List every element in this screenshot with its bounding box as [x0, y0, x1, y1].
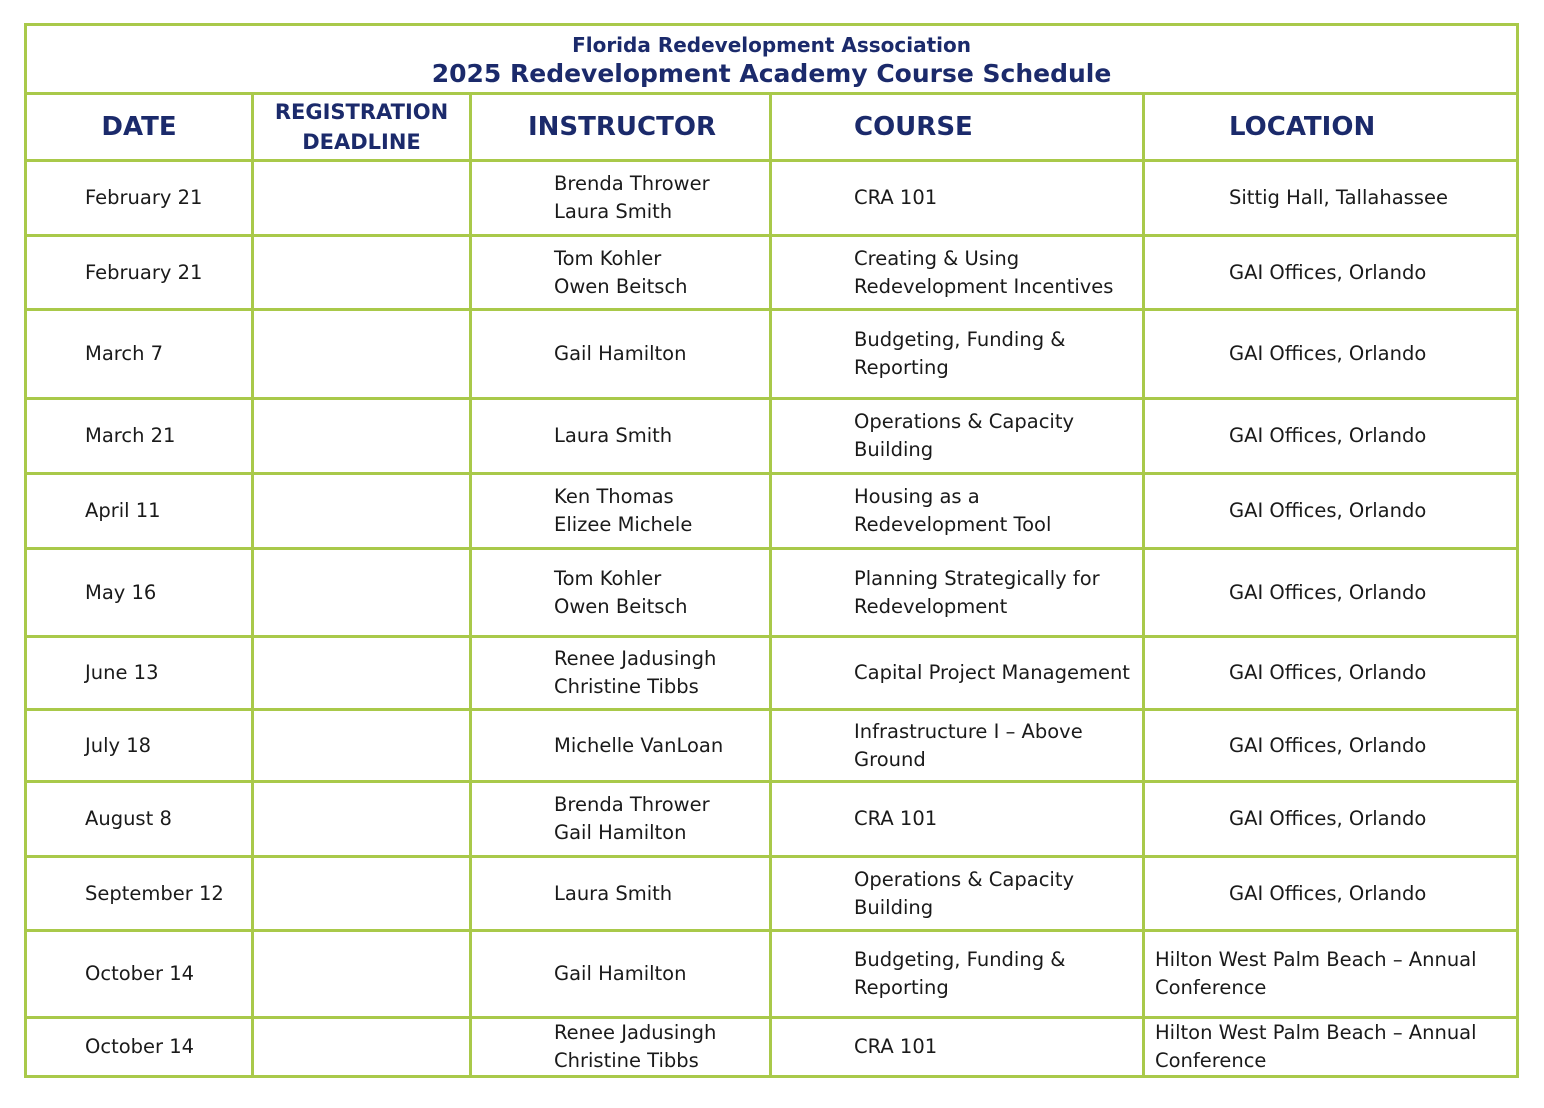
- schedule-body: [26, 161, 1518, 1077]
- table-row: [26, 310, 1518, 399]
- registration-deadline-cell: [253, 399, 471, 474]
- course-name-line: Ground: [854, 747, 926, 771]
- location-line: Hilton West Palm Beach – Annual: [1155, 948, 1477, 971]
- location-cell: [1144, 549, 1518, 637]
- course-cell: [771, 549, 1144, 637]
- instructor-cell: [471, 857, 771, 931]
- location-line: GAI Offices, Orlando: [1229, 661, 1427, 684]
- location-line: Sittig Hall, Tallahassee: [1229, 186, 1448, 209]
- location-line: Conference: [1155, 1049, 1267, 1072]
- instructor-name: Gail Hamilton: [554, 962, 687, 985]
- table-row: [26, 399, 1518, 474]
- course-name-line: Operations & Capacity: [854, 867, 1075, 891]
- course-name-line: Housing as a: [854, 485, 980, 508]
- instructor-name: Brenda Thrower: [554, 793, 710, 816]
- location-line: GAI Offices, Orlando: [1229, 807, 1427, 830]
- instructor-name: Laura Smith: [554, 200, 673, 223]
- course-name-line: Budgeting, Funding &: [854, 328, 1066, 351]
- instructor-name: Renee Jadusingh: [554, 647, 717, 670]
- course-name-line: Redevelopment Incentives: [854, 274, 1114, 298]
- date-cell: June 13: [26, 637, 253, 710]
- course-name-line: Building: [854, 895, 934, 919]
- date-cell: August 8: [26, 782, 253, 857]
- registration-deadline-cell: [253, 857, 471, 931]
- table-row: [26, 161, 1518, 236]
- course-name-line: Reporting: [854, 356, 949, 379]
- location-cell: [1144, 710, 1518, 782]
- location-line: GAI Offices, Orlando: [1229, 580, 1427, 604]
- instructor-cell: [471, 710, 771, 782]
- location-cell: [1144, 310, 1518, 399]
- course-cell: [771, 782, 1144, 857]
- instructor-cell: [471, 637, 771, 710]
- instructor-cell: [471, 310, 771, 399]
- date-cell: February 21: [26, 161, 253, 236]
- registration-deadline-cell: [253, 782, 471, 857]
- location-cell: [1144, 931, 1518, 1018]
- instructor-cell: [471, 474, 771, 549]
- location-line: Conference: [1155, 976, 1267, 999]
- course-cell: [771, 931, 1144, 1018]
- instructor-cell: [471, 782, 771, 857]
- document-header: [26, 25, 1518, 94]
- instructor-cell: [471, 399, 771, 474]
- instructor-name: Christine Tibbs: [554, 675, 699, 698]
- organization-name: Florida Redevelopment Association: [572, 32, 971, 57]
- instructor-cell: [471, 931, 771, 1018]
- location-cell: [1144, 857, 1518, 931]
- registration-header-line: REGISTRATION: [274, 100, 449, 124]
- table-row: [26, 637, 1518, 710]
- instructor-name: Michelle VanLoan: [554, 733, 724, 757]
- table-row: [26, 782, 1518, 857]
- date-cell: July 18: [26, 710, 253, 782]
- column-header-registration: [253, 94, 471, 161]
- instructor-name: Gail Hamilton: [554, 342, 687, 365]
- course-cell: [771, 1018, 1144, 1077]
- location-line: Hilton West Palm Beach – Annual: [1155, 1021, 1477, 1044]
- instructor-name: Owen Beitsch: [554, 274, 688, 298]
- course-name-line: Reporting: [854, 976, 949, 999]
- table-row: [26, 931, 1518, 1018]
- table-row: [26, 1018, 1518, 1077]
- column-header-course: COURSE: [771, 94, 1144, 161]
- instructor-name: Owen Beitsch: [554, 594, 688, 618]
- location-line: GAI Offices, Orlando: [1229, 881, 1427, 905]
- instructor-name: Laura Smith: [554, 424, 673, 447]
- course-name-line: CRA 101: [854, 807, 938, 830]
- location-cell: [1144, 161, 1518, 236]
- course-cell: [771, 474, 1144, 549]
- date-cell: March 21: [26, 399, 253, 474]
- instructor-cell: [471, 549, 771, 637]
- date-cell: April 11: [26, 474, 253, 549]
- table-row: [26, 474, 1518, 549]
- course-cell: [771, 161, 1144, 236]
- date-cell: September 12: [26, 857, 253, 931]
- instructor-name: Tom Kohler: [554, 566, 662, 590]
- instructor-name: Elizee Michele: [554, 513, 693, 536]
- instructor-name: Christine Tibbs: [554, 1049, 699, 1072]
- location-line: GAI Offices, Orlando: [1229, 733, 1427, 757]
- course-name-line: Building: [854, 438, 934, 461]
- location-cell: [1144, 236, 1518, 310]
- location-cell: [1144, 1018, 1518, 1077]
- location-cell: [1144, 399, 1518, 474]
- registration-deadline-cell: [253, 161, 471, 236]
- column-header-instructor: INSTRUCTOR: [471, 94, 771, 161]
- instructor-name: Laura Smith: [554, 881, 673, 905]
- course-cell: [771, 236, 1144, 310]
- location-cell: [1144, 637, 1518, 710]
- course-name-line: Redevelopment: [854, 594, 1008, 618]
- course-name-line: Infrastructure I – Above: [854, 719, 1083, 743]
- course-name-line: Planning Strategically for: [854, 566, 1100, 590]
- registration-deadline-cell: [253, 474, 471, 549]
- course-cell: [771, 710, 1144, 782]
- course-name-line: CRA 101: [854, 1035, 938, 1058]
- location-line: GAI Offices, Orlando: [1229, 499, 1427, 522]
- schedule-title: 2025 Redevelopment Academy Course Schedule: [431, 58, 1112, 88]
- registration-deadline-cell: [253, 931, 471, 1018]
- date-cell: May 16: [26, 549, 253, 637]
- column-header-location: LOCATION: [1144, 94, 1518, 161]
- course-schedule-table: [24, 23, 1519, 1078]
- course-name-line: Creating & Using: [854, 246, 1020, 270]
- course-cell: [771, 399, 1144, 474]
- course-cell: [771, 637, 1144, 710]
- registration-header-line: DEADLINE: [302, 130, 421, 154]
- course-cell: [771, 310, 1144, 399]
- location-line: GAI Offices, Orlando: [1229, 424, 1427, 447]
- instructor-cell: [471, 161, 771, 236]
- location-line: GAI Offices, Orlando: [1229, 342, 1427, 365]
- table-row: [26, 236, 1518, 310]
- course-name-line: CRA 101: [854, 186, 938, 209]
- location-cell: [1144, 782, 1518, 857]
- instructor-name: Tom Kohler: [554, 246, 662, 270]
- course-name-line: Operations & Capacity: [854, 410, 1075, 433]
- location-cell: [1144, 474, 1518, 549]
- registration-deadline-cell: [253, 637, 471, 710]
- instructor-cell: [471, 236, 771, 310]
- column-header-date: DATE: [26, 94, 253, 161]
- date-cell: March 7: [26, 310, 253, 399]
- date-cell: February 21: [26, 236, 253, 310]
- table-row: [26, 857, 1518, 931]
- course-cell: [771, 857, 1144, 931]
- registration-deadline-cell: [253, 710, 471, 782]
- table-row: [26, 549, 1518, 637]
- registration-deadline-cell: [253, 236, 471, 310]
- instructor-name: Ken Thomas: [554, 485, 674, 508]
- instructor-cell: [471, 1018, 771, 1077]
- date-cell: October 14: [26, 1018, 253, 1077]
- course-name-line: Capital Project Management: [854, 661, 1130, 684]
- course-name-line: Budgeting, Funding &: [854, 948, 1066, 971]
- registration-deadline-cell: [253, 1018, 471, 1077]
- registration-deadline-cell: [253, 549, 471, 637]
- instructor-name: Brenda Thrower: [554, 172, 710, 195]
- registration-deadline-cell: [253, 310, 471, 399]
- instructor-name: Gail Hamilton: [554, 821, 687, 844]
- location-line: GAI Offices, Orlando: [1229, 260, 1427, 284]
- instructor-name: Renee Jadusingh: [554, 1021, 717, 1044]
- date-cell: October 14: [26, 931, 253, 1018]
- table-row: [26, 710, 1518, 782]
- course-name-line: Redevelopment Tool: [854, 513, 1052, 536]
